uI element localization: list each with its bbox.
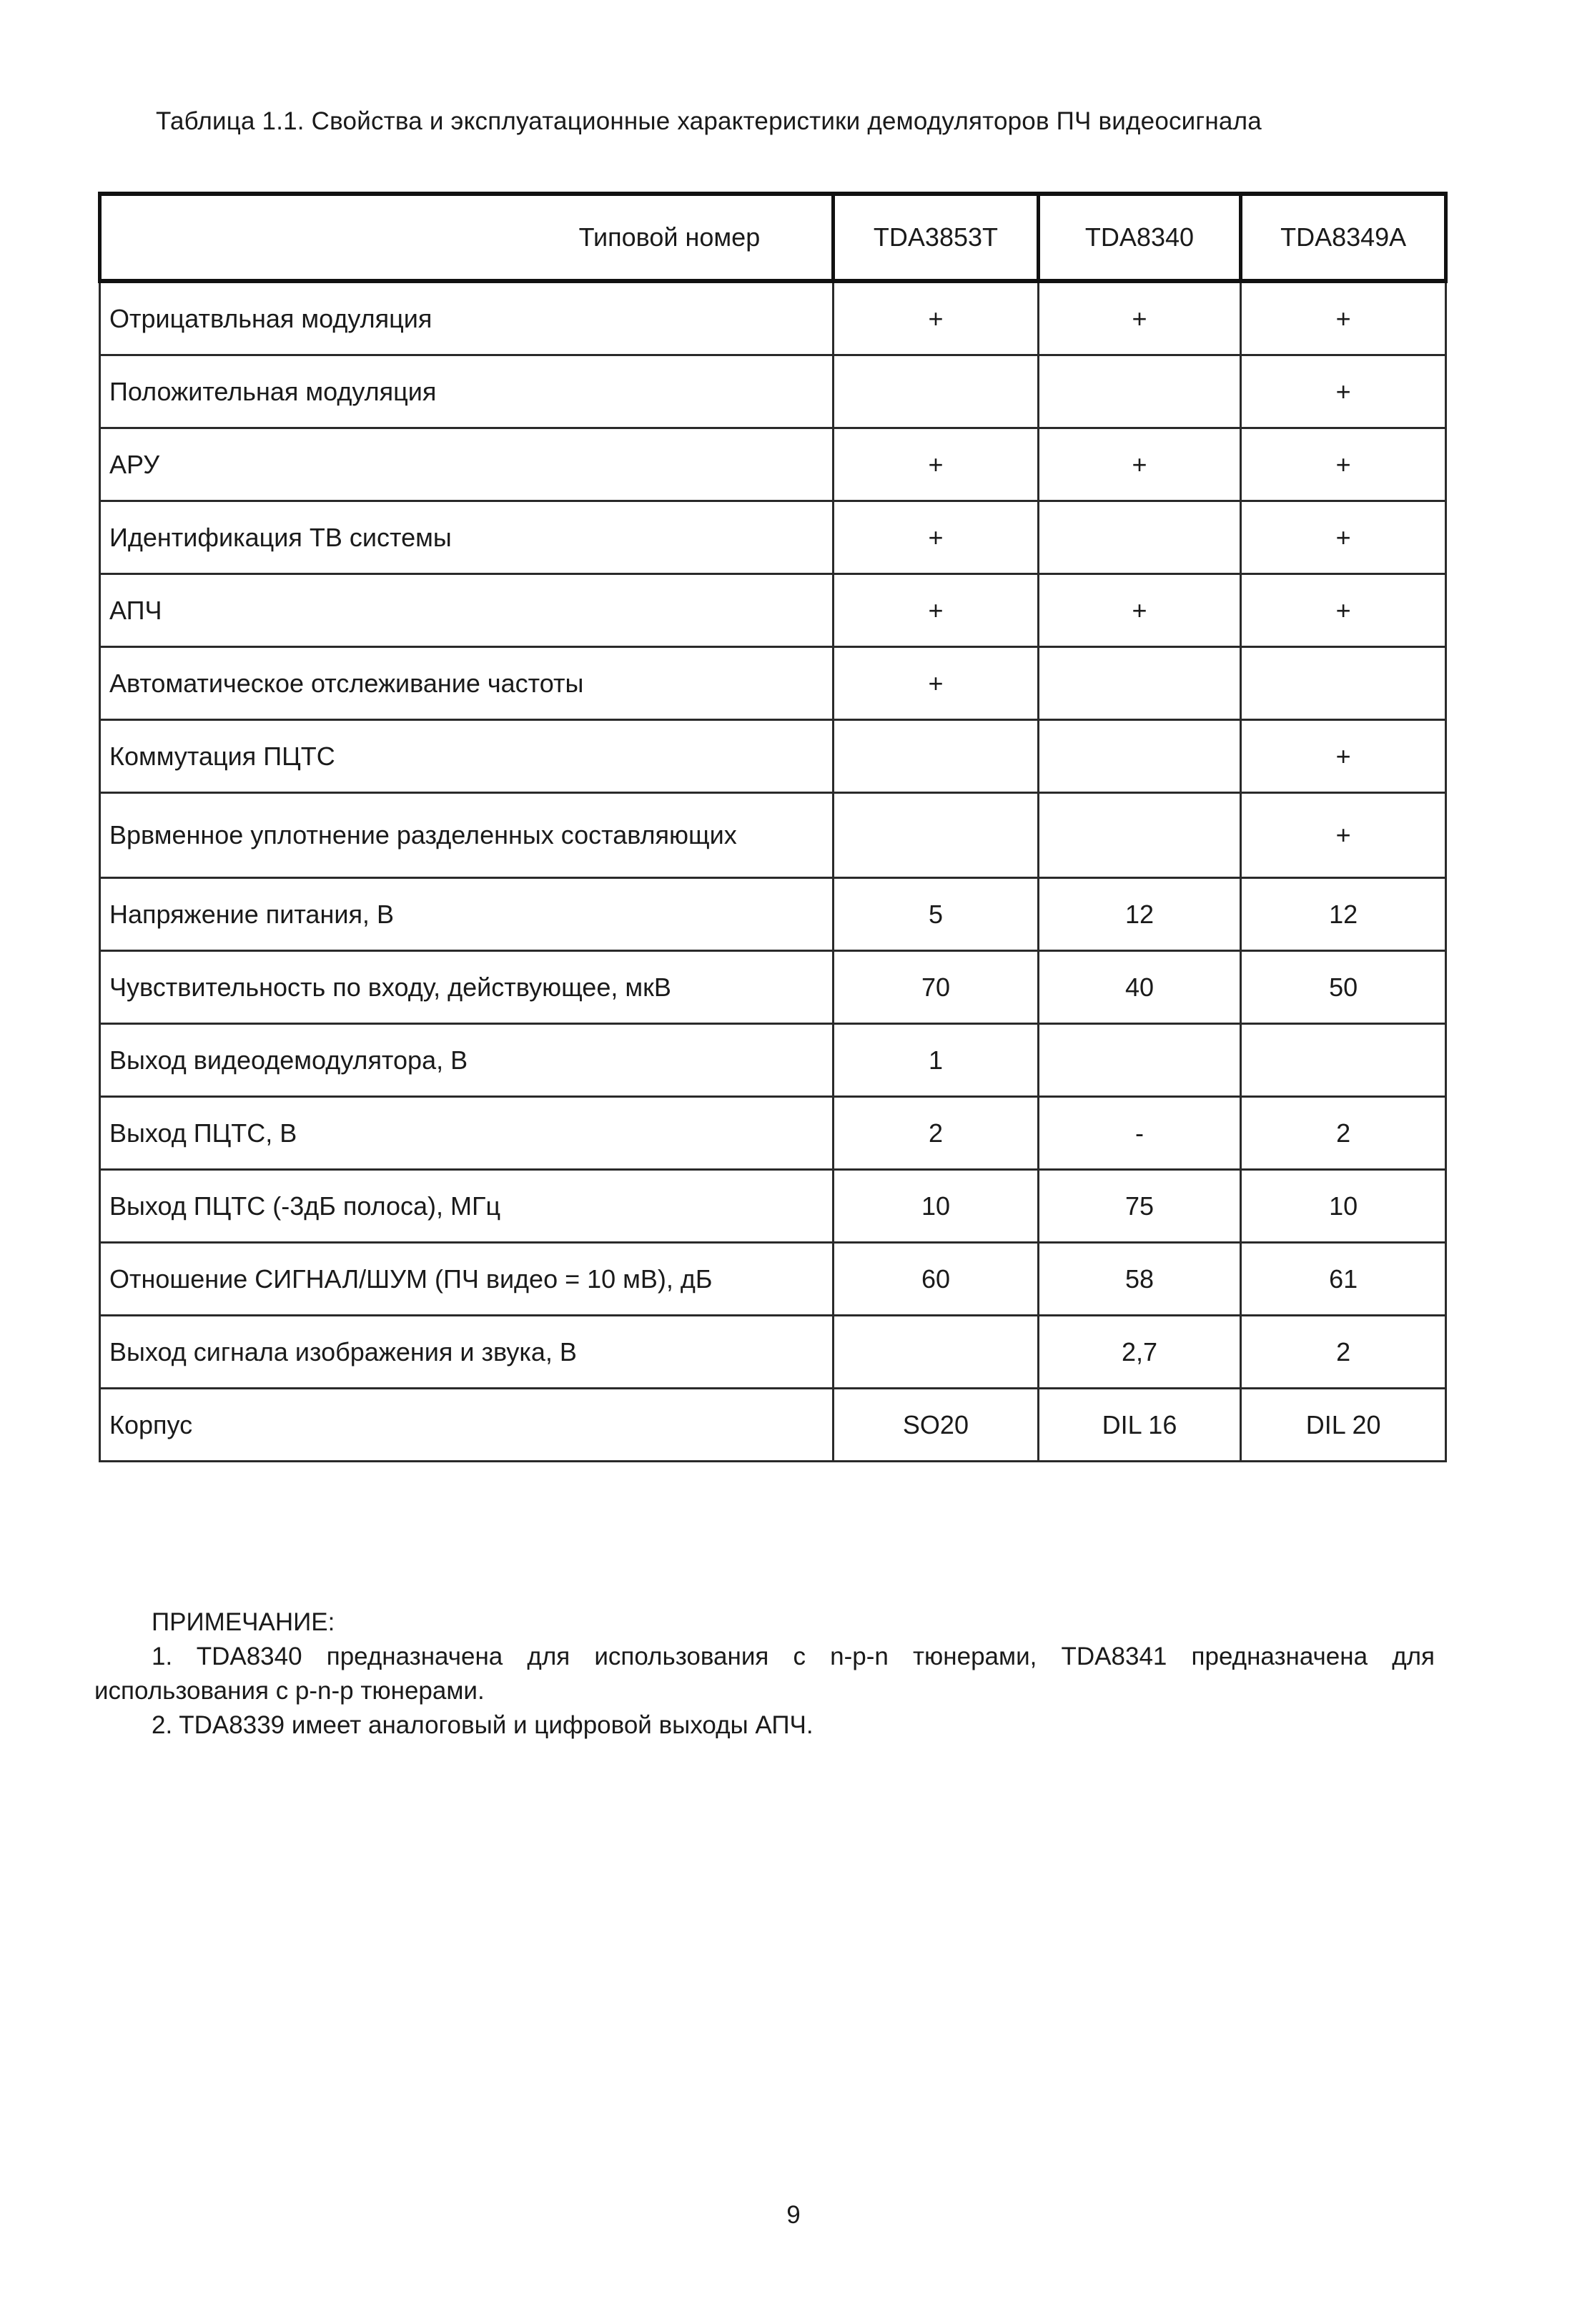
cell-value: 1	[834, 1024, 1038, 1097]
note-item-1: 1. TDA8340 предназначена для использования с n-p-n тюнерами, TDA8341 предназначена для использования с p-n-p тюнерами.	[94, 1643, 1435, 1705]
cell-value: 5	[834, 878, 1038, 951]
cell-value: 75	[1038, 1170, 1241, 1243]
row-label: Отрицатвльная модуляция	[100, 281, 834, 355]
cell-value	[834, 793, 1038, 878]
cell-value: DIL 16	[1038, 1389, 1241, 1462]
cell-value: 50	[1241, 951, 1446, 1024]
row-label: Идентификация ТВ системы	[100, 501, 834, 574]
cell-value: 60	[834, 1243, 1038, 1316]
table-row	[100, 281, 1446, 355]
row-label: Автоматическое отслеживание частоты	[100, 647, 834, 720]
table-row	[100, 793, 1446, 878]
cell-value: 58	[1038, 1243, 1241, 1316]
table-row	[100, 355, 1446, 428]
cell-value: +	[1241, 793, 1446, 878]
table-row	[100, 951, 1446, 1024]
cell-value: +	[1241, 574, 1446, 647]
cell-value: 40	[1038, 951, 1241, 1024]
note-title: ПРИМЕЧАНИЕ:	[152, 1608, 335, 1636]
cell-value: +	[1241, 501, 1446, 574]
cell-value	[1038, 1024, 1241, 1097]
cell-value	[834, 720, 1038, 793]
table-header-row	[100, 194, 1446, 281]
cell-value	[1038, 355, 1241, 428]
table-caption: Таблица 1.1. Свойства и эксплуатационные характеристики демодуляторов ПЧ видеосигнала	[156, 107, 1262, 135]
header-label: Типовой номер	[100, 194, 834, 281]
table-row	[100, 878, 1446, 951]
cell-value: +	[834, 647, 1038, 720]
cell-value	[1241, 1024, 1446, 1097]
header-col-tda8340: TDA8340	[1038, 194, 1241, 281]
table-row	[100, 1024, 1446, 1097]
row-label: Выход сигнала изображения и звука, В	[100, 1316, 834, 1389]
cell-value	[1038, 647, 1241, 720]
cell-value: -	[1038, 1097, 1241, 1170]
row-label: Положительная модуляция	[100, 355, 834, 428]
table-row	[100, 574, 1446, 647]
cell-value: 2	[834, 1097, 1038, 1170]
cell-value: 61	[1241, 1243, 1446, 1316]
cell-value	[834, 1316, 1038, 1389]
cell-value	[1038, 501, 1241, 574]
note-block	[94, 1605, 1435, 1743]
cell-value	[1038, 793, 1241, 878]
cell-value: 2	[1241, 1097, 1446, 1170]
header-col-tda3853t: TDA3853T	[834, 194, 1038, 281]
table-row	[100, 501, 1446, 574]
cell-value	[1038, 720, 1241, 793]
table-row	[100, 1389, 1446, 1462]
cell-value: +	[1038, 428, 1241, 501]
cell-value: +	[834, 281, 1038, 355]
note-item-2: 2. TDA8339 имеет аналоговый и цифровой выходы АПЧ.	[152, 1711, 814, 1739]
cell-value: 12	[1038, 878, 1241, 951]
cell-value: 10	[1241, 1170, 1446, 1243]
cell-value: +	[1241, 720, 1446, 793]
cell-value: +	[1038, 281, 1241, 355]
row-label: Выход ПЦТС, В	[100, 1097, 834, 1170]
cell-value: +	[1241, 281, 1446, 355]
cell-value: 10	[834, 1170, 1038, 1243]
row-label: Коммутация ПЦТС	[100, 720, 834, 793]
row-label: Чувствительность по входу, действующее, мкВ	[100, 951, 834, 1024]
table-row	[100, 1243, 1446, 1316]
properties-table	[98, 192, 1448, 1462]
cell-value: 70	[834, 951, 1038, 1024]
cell-value: 2	[1241, 1316, 1446, 1389]
row-label: Выход ПЦТС (-3дБ полоса), МГц	[100, 1170, 834, 1243]
row-label: АРУ	[100, 428, 834, 501]
row-label: Корпус	[100, 1389, 834, 1462]
header-col-tda8349a: TDA8349A	[1241, 194, 1446, 281]
cell-value	[1241, 647, 1446, 720]
cell-value: SO20	[834, 1389, 1038, 1462]
row-label: АПЧ	[100, 574, 834, 647]
cell-value: +	[1038, 574, 1241, 647]
table-row	[100, 720, 1446, 793]
cell-value: +	[1241, 428, 1446, 501]
table-row	[100, 1316, 1446, 1389]
row-label: Выход видеодемодулятора, В	[100, 1024, 834, 1097]
row-label: Напряжение питания, В	[100, 878, 834, 951]
table-row	[100, 647, 1446, 720]
table-row	[100, 1097, 1446, 1170]
cell-value: +	[1241, 355, 1446, 428]
table-row	[100, 1170, 1446, 1243]
page-number: 9	[786, 2201, 801, 2229]
table-row	[100, 428, 1446, 501]
row-label: Отношение СИГНАЛ/ШУМ (ПЧ видео = 10 мВ), дБ	[100, 1243, 834, 1316]
cell-value: +	[834, 428, 1038, 501]
cell-value: 12	[1241, 878, 1446, 951]
cell-value: +	[834, 574, 1038, 647]
cell-value	[834, 355, 1038, 428]
cell-value: 2,7	[1038, 1316, 1241, 1389]
row-label: Врвменное уплотнение разделенных составляющих	[100, 793, 834, 878]
cell-value: +	[834, 501, 1038, 574]
cell-value: DIL 20	[1241, 1389, 1446, 1462]
